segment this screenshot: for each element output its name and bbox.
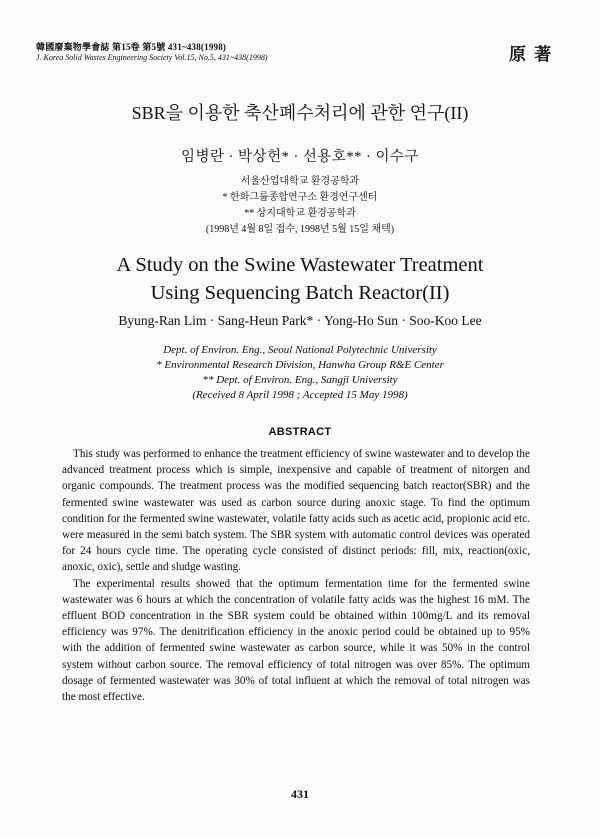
journal-header-korean: 韓國廢棄物學會誌 第15卷 第5號 431~438(1998) xyxy=(36,42,227,52)
english-affiliation-1: Dept. of Environ. Eng., Seoul National Polytechnic University xyxy=(163,344,437,356)
korean-authors: 임병란 · 박상헌* · 선용호** · 이수구 xyxy=(180,149,420,165)
english-received-dates: (Received 8 April 1998 ; Accepted 15 May 1998) xyxy=(192,389,408,401)
english-authors: Byung-Ran Lim · Sang-Heun Park* · Yong-Ho Sun · Soo-Koo Lee xyxy=(118,313,482,328)
korean-received-dates: (1998년 4월 8일 접수, 1998년 5월 15일 채택) xyxy=(205,224,395,235)
english-affiliation-3: ** Dept. of Environ. Eng., Sangji University xyxy=(202,374,398,386)
english-title xyxy=(0,251,600,307)
abstract-heading: ABSTRACT xyxy=(268,426,332,438)
article-type-badge: 原 著 xyxy=(509,45,554,64)
english-title-line-1: A Study on the Swine Wastewater Treatment xyxy=(116,254,484,276)
abstract-paragraph-1: This study was performed to enhance the treatment efficiency of swine wastewater and to develop the advanced treatment process which is simple, inexpensive and capable of treatment of nitorgen and organic compounds. The treatment process was the modified sequencing batch reactor(SBR) and the fermented swine wastewater was used as carbon source during anoxic stage. To find the optimum condition for the fermented swine wastewater, volatile fatty acids such as acetic acid, propionic acid etc. were measured in the semi batch system. The SBR system with automatic control devices was operated for 24 hours cycle time. The operating cycle consisted of distinct periods: fill, mix, reaction(oxic, anoxic, oxic), settle and sludge wasting. xyxy=(62,448,530,574)
korean-affiliation-1: 서울산업대학교 환경공학과 xyxy=(240,176,360,187)
english-affiliation-2: * Environmental Research Division, Hanwha Group R&E Center xyxy=(156,359,444,371)
korean-affiliation-2: * 한화그룹종합연구소 환경연구센터 xyxy=(222,192,378,203)
english-title-line-2: Using Sequencing Batch Reactor(II) xyxy=(150,282,450,304)
korean-affiliation-3: ** 상지대학교 환경공학과 xyxy=(244,208,356,219)
abstract-paragraph-2: The experimental results showed that the optimum fermentation time for the fermented swine wastewater was 6 hours at which the concentration of volatile fatty acids was the highest 16 mM. The effluent BOD concentration in the SBR system could be obtained within 100mg/L and its removal efficiency was 97%. The denitrification efficiency in the anoxic period could be obtained up to 95% with the addition of fermented swine wastewater as carbon source, while it was 50% in the control system without carbon source. The removal efficiency of total nitrogen was over 85%. The optimum dosage of fermented wastewater was 30% of total influent at which the removal of total nitrogen was the most effective. xyxy=(62,577,530,704)
abstract-body xyxy=(62,446,530,705)
journal-header-english: J. Korea Solid Wastes Engineering Society Vol.15, No.5, 431~438(1998) xyxy=(36,53,268,62)
korean-title: SBR을 이용한 축산폐수처리에 관한 연구(II) xyxy=(131,103,469,123)
page-number: 431 xyxy=(291,787,309,801)
